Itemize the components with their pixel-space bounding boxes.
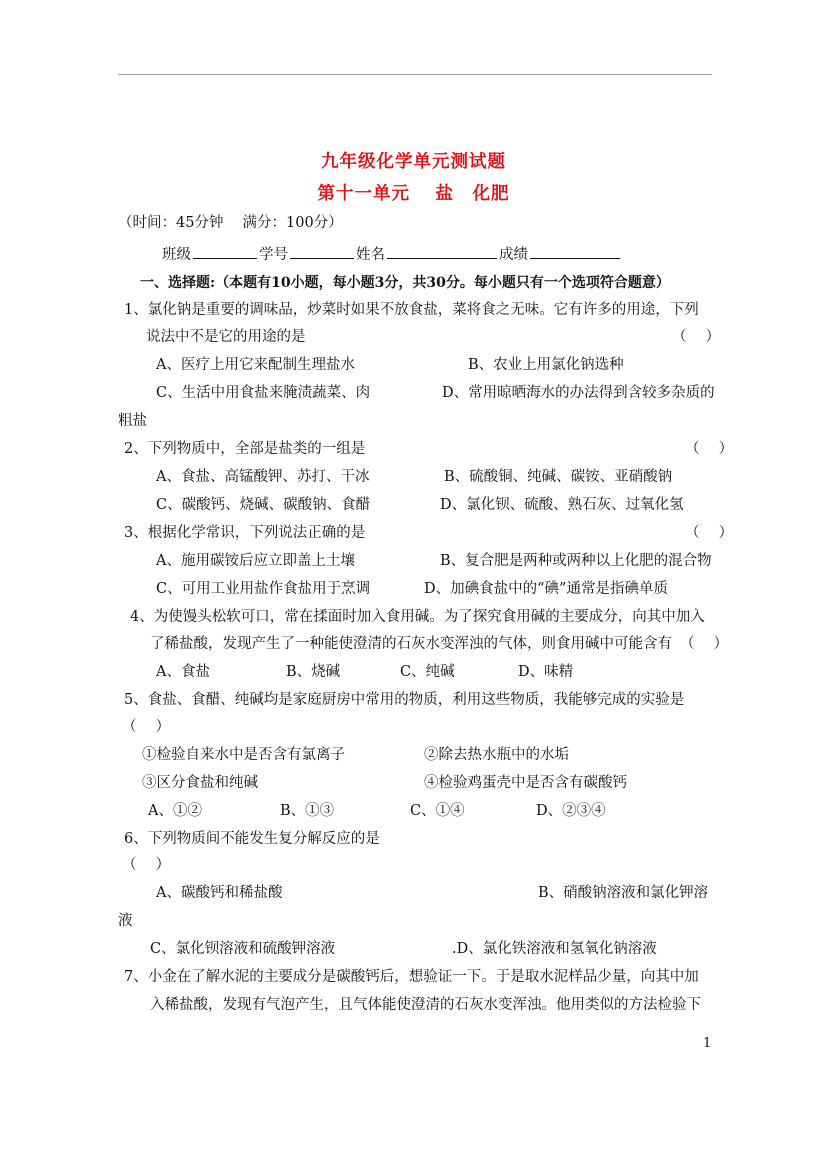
q7-stem-2: 入稀盐酸，发现有气泡产生，且气体能使澄清的石灰水变浑浊。他用类似的方法检验下 (150, 997, 701, 1013)
student-info-line (162, 244, 622, 265)
header-rule (118, 74, 712, 75)
q4-stem-1: 4、为使馒头松软可口，常在揉面时加入食用碱。为了探究食用碱的主要成分，向其中加入 (130, 609, 705, 625)
q4-option-a: A、食盐 (156, 664, 210, 680)
q5-statement-4: ④检验鸡蛋壳中是否含有碳酸钙 (424, 775, 627, 791)
q5-stem: 5、食盐、食醋、纯碱均是家庭厨房中常用的物质，利用这些物质，我能够完成的实验是 (124, 692, 685, 708)
q3-option-b: B、复合肥是两种或两种以上化肥的混合物 (440, 553, 712, 569)
q4-option-b: B、烧碱 (286, 664, 341, 680)
q1-stem-1: 1、氯化钠是重要的调味品，炒菜时如果不放食盐，菜将食之无味。它有许多的用途，下列 (124, 302, 699, 318)
q4-stem-2: 了稀盐酸，发现产生了一种能使澄清的石灰水变浑浊的气体，则食用碱中可能含有 (150, 636, 672, 652)
q5-option-b: B、①③ (280, 803, 335, 819)
q2-option-b: B、硫酸铜、纯碱、碳铵、亚硝酸钠 (444, 469, 673, 485)
q5-statement-1: ①检验自来水中是否含有氯离子 (142, 747, 345, 763)
page-number: 1 (703, 1036, 712, 1051)
q5-answer-blank[interactable]: （ ） (122, 719, 171, 735)
q6-answer-blank[interactable]: （ ） (122, 857, 171, 873)
q2-option-c: C、碳酸钙、烧碱、碳酸钠、食醋 (156, 497, 371, 513)
q2-stem: 2、下列物质中，全部是盐类的一组是 (124, 441, 366, 457)
q6-option-d: .D、氯化铁溶液和氢氧化钠溶液 (452, 941, 657, 957)
q2-option-a: A、食盐、高锰酸钾、苏打、干冰 (156, 469, 370, 485)
q5-statement-3: ③区分食盐和纯碱 (142, 775, 258, 791)
q4-answer-blank[interactable]: （ ） (680, 636, 729, 652)
q4-option-c: C、纯碱 (400, 664, 455, 680)
score-label: 成绩 (499, 247, 528, 263)
q6-option-c: C、氯化钡溶液和硫酸钾溶液 (150, 941, 336, 957)
q4-option-d: D、味精 (518, 664, 574, 680)
id-label: 学号 (259, 247, 288, 263)
q3-option-a: A、施用碳铵后应立即盖上土壤 (156, 553, 355, 569)
q6-stem: 6、下列物质间不能发生复分解反应的是 (124, 831, 380, 847)
q2-answer-blank[interactable]: （ ） (685, 441, 734, 457)
unit-title: 第十一单元 盐 化肥 (317, 184, 510, 204)
q6-option-a: A、碳酸钙和稀盐酸 (156, 885, 283, 901)
id-blank[interactable] (290, 244, 354, 259)
name-label: 姓名 (356, 247, 385, 263)
section-heading: 一、选择题:（本题有10小题，每小题3分，共30分。每小题只有一个选项符合题意） (140, 275, 670, 291)
q6-option-b: B、硝酸钠溶液和氯化钾溶 (538, 885, 709, 901)
time-info: （时间：45分钟 满分：100分） (118, 215, 343, 231)
q1-option-c: C、生活中用食盐来腌渍蔬菜、肉 (156, 385, 371, 401)
q5-statement-2: ②除去热水瓶中的水垢 (424, 747, 569, 763)
q3-stem: 3、根据化学常识，下列说法正确的是 (124, 525, 366, 541)
q6-option-b-cont: 液 (118, 913, 133, 929)
name-blank[interactable] (387, 244, 497, 259)
q5-option-c: C、①④ (410, 803, 465, 819)
class-label: 班级 (162, 247, 191, 263)
q2-option-d: D、氯化钡、硫酸、熟石灰、过氧化氢 (440, 497, 684, 513)
exam-title: 九年级化学单元测试题 (321, 152, 506, 172)
q1-answer-blank[interactable]: （ ） (672, 329, 721, 345)
q7-stem-1: 7、小金在了解水泥的主要成分是碳酸钙后，想验证一下。于是取水泥样品少量，向其中加 (124, 969, 699, 985)
q5-option-d: D、②③④ (536, 803, 606, 819)
q3-answer-blank[interactable]: （ ） (685, 525, 734, 541)
class-blank[interactable] (193, 244, 257, 259)
q3-option-c: C、可用工业用盐作食盐用于烹调 (156, 581, 371, 597)
q1-option-d: D、常用晾晒海水的办法得到含较多杂质的 (442, 385, 715, 401)
q1-option-a: A、医疗上用它来配制生理盐水 (156, 357, 355, 373)
q1-option-d-cont: 粗盐 (118, 413, 147, 429)
score-blank[interactable] (530, 244, 620, 259)
q1-option-b: B、农业上用氯化钠选种 (468, 357, 624, 373)
q3-option-d: D、加碘食盐中的“碘”通常是指碘单质 (424, 581, 668, 597)
q1-stem-2: 说法中不是它的用途的是 (146, 329, 306, 345)
q5-option-a: A、①② (148, 803, 202, 819)
